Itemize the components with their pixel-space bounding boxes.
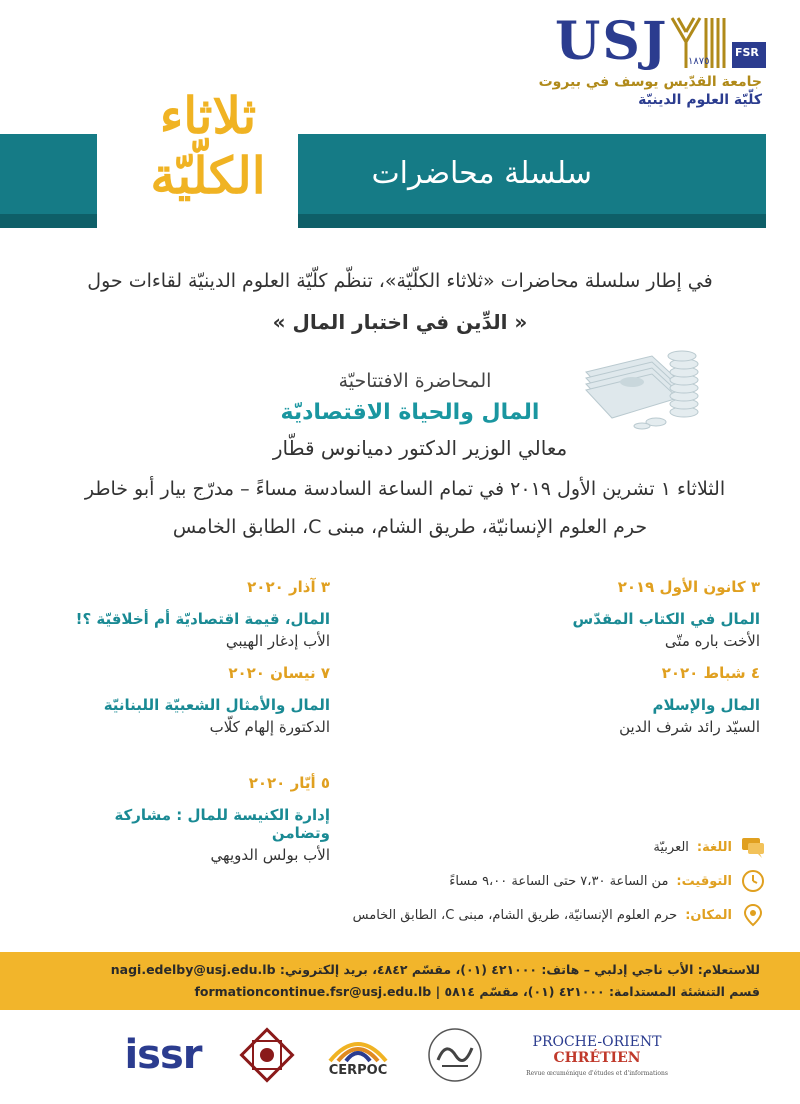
- geometric-emblem-icon: [239, 1027, 295, 1083]
- lecture-title: المال، قيمة اقتصاديّة أم أخلاقيّة ؟!: [75, 610, 330, 628]
- partner-calligraphy-logo: [420, 1022, 490, 1088]
- issr-logo-text: issr: [124, 1032, 202, 1078]
- lecture-date: ٤ شباط ٢٠٢٠: [661, 664, 760, 682]
- lecture-title: المال في الكتاب المقدّس: [572, 610, 760, 628]
- band-left: [0, 134, 97, 214]
- calligraphy-seal-icon: [426, 1026, 484, 1084]
- university-name: جامعة القدّيس يوسف في بيروت: [538, 74, 762, 90]
- info-place: [346, 902, 766, 928]
- cerpoc-arch-icon: [326, 1033, 390, 1063]
- opening-lecture-title: المال والحياة الاقتصاديّة: [280, 400, 540, 425]
- lecture-date: ٣ كانون الأول ٢٠١٩: [617, 578, 760, 596]
- lecture-speaker: الأب إدغار الهيبي: [225, 632, 330, 650]
- language-value: العربيّة: [653, 839, 689, 855]
- lecture-title: إدارة الكنيسة للمال : مشاركة وتضامن: [114, 806, 330, 842]
- logo-year: ١٨٧٥: [688, 56, 710, 67]
- partner-issr-logo: [118, 1022, 208, 1088]
- lecture-title: المال والأمثال الشعبيّة اللبنانيّة: [103, 696, 330, 714]
- opening-speaker: معالي الوزير الدكتور دميانوس قطّار: [272, 436, 568, 460]
- faculty-name: كلّيّة العلوم الدينيّة: [638, 92, 762, 108]
- lecture-title: المال والإسلام: [652, 696, 760, 714]
- lecture-speaker: الأخت باره متّى: [664, 632, 760, 650]
- poc-line1: PROCHE-ORIENT: [532, 1033, 662, 1050]
- lecture-speaker: السيّد رائد شرف الدين: [619, 718, 760, 736]
- partner-emblem-logo: [232, 1022, 302, 1088]
- place-value: حرم العلوم الإنسانيّة، طريق الشام، مبنى C، الطابق الخامس: [352, 907, 678, 923]
- brand-title-line1: ثلاثاء: [159, 86, 257, 145]
- contact-band: [0, 952, 800, 1010]
- band-right-shadow: [298, 214, 766, 228]
- brand-title-line2: الكلّيّة: [150, 146, 266, 205]
- location-pin-icon: [740, 902, 766, 928]
- place-label: المكان:: [685, 907, 732, 923]
- language-label: اللغة:: [696, 839, 732, 855]
- lecture-date: ٧ نيسان ٢٠٢٠: [228, 664, 330, 682]
- logo-fsr: FSR: [735, 46, 759, 59]
- opening-lecture-label: المحاضرة الافتتاحيّة: [338, 370, 492, 392]
- usj-logo-text: USJ: [555, 11, 669, 72]
- opening-location: حرم العلوم الإنسانيّة، طريق الشام، مبنى C، الطابق الخامس: [172, 516, 648, 538]
- time-value: من الساعة ٧،٣٠ حتى الساعة ٩،٠٠ مساءً: [449, 873, 669, 889]
- lecture-speaker: الأب بولس الدويهي: [210, 846, 330, 864]
- contact-inquiries: للاستعلام: الأب ناجي إدلبي – هاتف: ٤٢١٠٠٠ (٠١)، مقسّم ٤٨٤٢، بريد إلكتروني: nagi.edelby@usj.edu.lb: [110, 962, 760, 977]
- poc-subtitle: Revue œcuménique d'études et d'informations: [526, 1069, 668, 1077]
- info-time: [366, 868, 766, 894]
- poc-line2: CHRÉTIEN: [553, 1049, 641, 1066]
- partner-cerpoc-logo: [318, 1022, 398, 1088]
- schedule-left: [70, 578, 330, 864]
- clock-icon: [740, 868, 766, 894]
- intro-theme: « الدِّين في اختبار المال »: [272, 310, 528, 334]
- opening-datetime: الثلاثاء ١ تشرين الأول ٢٠١٩ في تمام الساعة السادسة مساءً – مدرّج بيار أبو خاطر: [84, 478, 726, 500]
- lecture-speaker: الدكتورة إلهام كلّاب: [209, 718, 330, 736]
- usj-emblem-icon: [668, 16, 768, 70]
- series-title: سلسلة محاضرات: [371, 156, 592, 191]
- partner-proche-orient-logo: [522, 1022, 672, 1088]
- band-left-shadow: [0, 214, 97, 228]
- time-label: التوقيت:: [676, 873, 732, 889]
- info-language: [366, 834, 766, 860]
- contact-continuing-education: قسم التنشئة المستدامة: ٤٢١٠٠٠ (٠١)، مقسّم ٥٨١٤ | formationcontinue.fsr@usj.edu.lb: [194, 984, 760, 999]
- brand-title: [118, 86, 298, 206]
- schedule-right: [480, 578, 760, 736]
- money-icon: [582, 338, 702, 430]
- cerpoc-logo-text: CERPOC: [328, 1062, 388, 1078]
- lecture-date: ٣ آذار ٢٠٢٠: [247, 578, 330, 596]
- intro-text: في إطار سلسلة محاضرات «ثلاثاء الكلّيّة»، تنظّم كلّيّة العلوم الدينيّة لقاءات حول: [87, 270, 713, 292]
- lecture-date: ٥ أيّار ٢٠٢٠: [248, 774, 330, 792]
- speech-bubble-icon: [740, 834, 766, 860]
